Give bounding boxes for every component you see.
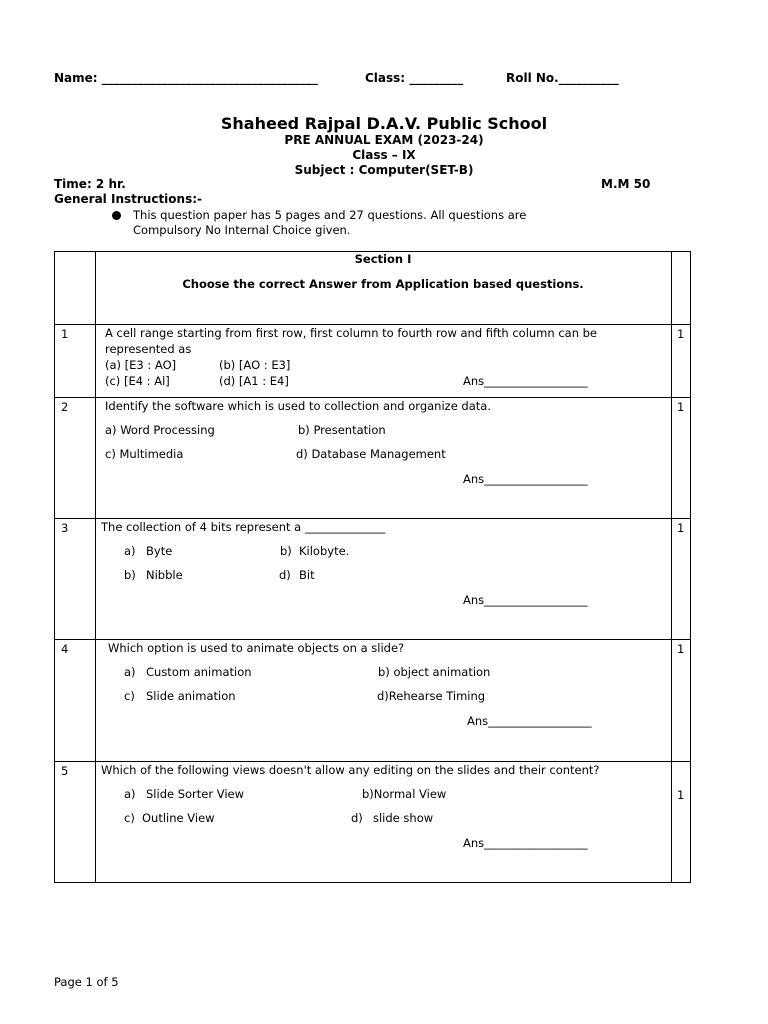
row-divider: [55, 324, 690, 325]
section-subtitle: Choose the correct Answer from Application based questions.: [182, 277, 584, 291]
instructions-heading: General Instructions:-: [54, 192, 202, 206]
max-marks-label: M.M 50: [601, 177, 651, 191]
instruction-line-1: This question paper has 5 pages and 27 questions. All questions are: [133, 208, 527, 222]
option-a: Slide Sorter View: [146, 787, 245, 801]
option-b: Kilobyte.: [299, 544, 350, 558]
option-c-label: b): [124, 568, 136, 582]
question-text: Identify the software which is used to collection and organize data.: [105, 399, 491, 413]
option-d: Bit: [299, 568, 315, 582]
option-a-label: a): [124, 544, 136, 558]
answer-line: Ans__________________: [467, 714, 592, 728]
row-divider: [55, 639, 690, 640]
class-title: Class – IX: [352, 148, 416, 162]
option-c: (c) [E4 : Al]: [105, 374, 170, 388]
option-d: slide show: [373, 811, 434, 825]
question-marks: 1: [677, 788, 685, 802]
option-a: a) Word Processing: [105, 423, 215, 437]
option-a-label: a): [124, 665, 136, 679]
name-field-label: Name: ____________________________________: [54, 71, 318, 85]
option-c-label: c): [124, 811, 135, 825]
option-b: b) object animation: [378, 665, 491, 679]
answer-line: Ans__________________: [463, 836, 588, 850]
option-d-label: d): [351, 811, 363, 825]
question-number: 1: [61, 327, 69, 341]
page-number: Page 1 of 5: [54, 975, 119, 989]
row-divider: [55, 518, 690, 519]
question-text: A cell range starting from first row, first column to fourth row and fifth column can be: [105, 326, 598, 340]
option-c: Nibble: [146, 568, 183, 582]
option-c: Slide animation: [146, 689, 236, 703]
option-c: c) Multimedia: [105, 447, 184, 461]
question-text: The collection of 4 bits represent a ______________: [101, 520, 386, 534]
answer-line: Ans__________________: [463, 593, 588, 607]
question-marks: 1: [677, 400, 685, 414]
option-d: d) Database Management: [296, 447, 446, 461]
option-d: d)Rehearse Timing: [377, 689, 486, 703]
option-a: (a) [E3 : AO]: [105, 358, 177, 372]
question-marks: 1: [677, 327, 685, 341]
question-number: 5: [61, 764, 69, 778]
question-marks: 1: [677, 521, 685, 535]
option-d: (d) [A1 : E4]: [219, 374, 289, 388]
question-number: 4: [61, 642, 69, 656]
option-b: (b) [AO : E3]: [219, 358, 291, 372]
option-d-label: d): [279, 568, 291, 582]
roll-field-label: Roll No.__________: [506, 71, 619, 85]
school-name: Shaheed Rajpal D.A.V. Public School: [220, 114, 548, 133]
answer-line: Ans__________________: [463, 472, 588, 486]
class-field-label: Class: _________: [365, 71, 464, 85]
option-b: b) Presentation: [298, 423, 386, 437]
option-b-label: b): [280, 544, 292, 558]
question-text: Which option is used to animate objects on a slide?: [108, 641, 405, 655]
question-marks: 1: [677, 642, 685, 656]
time-label: Time: 2 hr.: [54, 177, 126, 191]
option-a: Custom animation: [146, 665, 252, 679]
question-number: 2: [61, 400, 69, 414]
instruction-line-2: Compulsory No Internal Choice given.: [133, 223, 351, 237]
question-text: Which of the following views doesn't allow any editing on the slides and their content?: [101, 763, 600, 777]
option-c-label: c): [124, 689, 135, 703]
option-a: Byte: [146, 544, 173, 558]
row-divider: [55, 397, 690, 398]
answer-line: Ans__________________: [463, 374, 588, 388]
question-text: represented as: [105, 342, 192, 356]
column-divider-right: [671, 252, 672, 882]
option-b: b)Normal View: [362, 787, 447, 801]
question-number: 3: [61, 521, 69, 535]
row-divider: [55, 761, 690, 762]
subject-title: Subject : Computer(SET-B): [294, 163, 474, 177]
bullet-icon: [112, 211, 121, 220]
option-a-label: a): [124, 787, 136, 801]
option-c: Outline View: [142, 811, 215, 825]
section-title: Section I: [354, 252, 412, 266]
question-table: [54, 251, 691, 883]
exam-title: PRE ANNUAL EXAM (2023-24): [284, 133, 484, 147]
column-divider-left: [95, 252, 96, 882]
